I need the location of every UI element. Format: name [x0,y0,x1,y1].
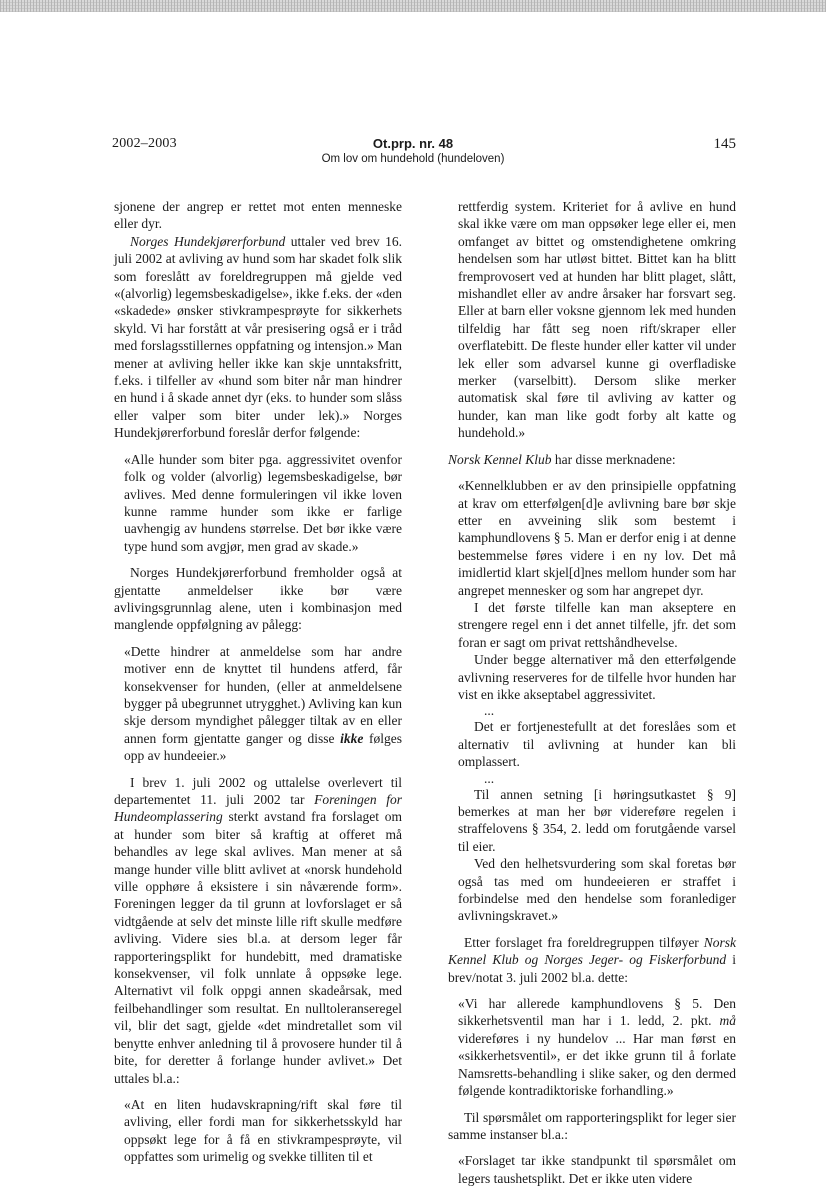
paragraph: Norges Hundekjørerforbund fremholder også at gjentatte anmeldelser ikke bør være avlivingsgrunnlag alene, uten i kombinasjon med manglende oppfølgning av pålegg: [114,565,402,633]
block-quote: «Vi har allerede kamphundlovens § 5. Den sikkerhetsventil man har i 1. ledd, 2. pkt. må videreføres i ny hundelov ... Har man først en «sikkerhetsventil», er det ikke grunn til å forlate Namsretts-behandling i slike saker, og den dermed følgende kontradiktoriske forhandling.» [458,996,736,1099]
paragraph: Etter forslaget fra foreldregruppen tilføyer Norsk Kennel Klub og Norges Jeger- og Fiskerforbund i brev/notat 3. juli 2002 bl.a. dette: [448,934,736,985]
block-quote: «Dette hindrer at anmeldelse som har andre motiver enn de knyttet til hundens atferd, får konsekvenser for hunden, (eller at anmeldelsene bygger på ubegrunnet utrygghet.) Avliving kan kun skje dersom myndighet pålegger tiltak av en eller annen form gjentatte ganger og disse ikke følges opp av hundeeier.» [124,643,403,764]
block-quote: «Forslaget tar ikke standpunkt til spørsmålet om legers taushetsplikt. Det er ikke uten videre [458,1153,736,1186]
block-quote: «At en liten hudavskrapning/rift skal føre til avliving, eller fordi man for sikkerhetsskyld har oppsøkt lege for å få en stivkrampesprøyte, vil oppfattes som urimelig og svekke tilliten til et [124,1096,402,1165]
ellipsis: ... [484,703,495,719]
scan-noise-strip [0,0,826,12]
ellipsis: ... [484,770,495,786]
running-header [0,136,826,165]
page-number: 145 [713,136,736,152]
left-column [114,198,402,1175]
right-column [448,198,736,1196]
paragraph: Til spørsmålet om rapporteringsplikt for leger sier samme instanser bl.a.: [448,1109,736,1142]
block-quote: «Kennelklubben er av den prinsipielle oppfatning at krav om etterfølgen[d]e avlivning bare bør skje etter en avveining slik som bestemt i kamphundlovens § 5. Man er derfor enig i at denne bestemmelse føres videre i en ny lov. Det må imidlertid klart skjel[d]nes mellom hunder som har angrepet mennesker og som har angrepet dyr. I det første tilfelle kan man akseptere en strengere regel enn i det annet tilfelle, jfr. det som foran er sagt om privat rettshåndhevelse. Under begge alternativer må den etterfølgende avlivning reserveres for de tilfelle hvor hunden har vist en ikke akseptabel aggressivitet. ... Det er fortjenestefullt at det foreslåes som et alternativ til avlivning at hunder kan bli omplassert. ... Til annen setning [i høringsutkastet § 9] bemerkes at man her bør videreføre regelen i straffelovens § 354, 2. ledd om forutgående varsel til eier. Ved den helhetsvurdering som skal foretas bør også tas med om hundeeieren er straffet i forbindelse med den hendelse som foranlediger avlivningskravet.» [458,478,736,924]
paragraph: I brev 1. juli 2002 og uttalelse overlevert til departementet 11. juli 2002 tar Foreningen for Hundeomplassering sterkt avstand fra forslaget om at hunder som biter så kraftig at offeret må behandles av lege skal avlives. Man mener at så mange hunder ville blitt avlivet at «norsk hundehold ville opphøre å eksistere i sin nåværende form». Foreningen legger da til grunn at lovforslaget er så vidtgående at selv det minste lille rift skulle medføre avliving. Videre sies bl.a. at dersom leger får rapporteringsplikt for hundebitt, med dramatiske konsekvenser, vil folk unnlate å oppsøke lege. Alternativt vil folk oppgi annen skadeårsak, med feilbehandlinger som resultat. En nulltoleranseregel vil, blir det sagt, gjelde «det mindretallet som vil benytte enhver anledning til å provosere hunder til å bite, for deretter å forlange hunder avlivet.» Det uttales bl.a.: [114,774,402,1086]
block-quote: «Alle hunder som biter pga. aggressivitet ovenfor folk og volder (alvorlig) legemsbeskadigelse, bør avlives. Med denne formuleringen vil ikke loven kunne ramme hunder som ikke er farlige uavhengig av hundens størrelse. Det bør ikke være type hund som avgjør, men grad av skade.» [124,451,402,554]
paragraph: Norsk Kennel Klub har disse merknadene: [448,451,676,467]
paragraph: sjonene der angrep er rettet mot enten menneske eller dyr. [114,199,402,232]
paragraph: Norges Hundekjørerforbund uttaler ved brev 16. juli 2002 at avliving av hund som har skadet folk slik som foreslått av foreldregruppen må gjelde ved «(alvorlig) legemsbeskadigelse», ikke f.eks. der «den «skadede» ønsker stivkrampesprøyte for sikkerhets skyld. Vi har forstått at vår presisering også er i tråd med forslagsstillernes oppfatning og intensjon.» Man mener at avliving heller ikke kan skje unntaksfritt, f.eks. i tilfeller av «hund som biter når man hindrer en hund i å skade annet dyr (eks. to hunder som slåss eller valper som biter under lek).» Norges Hundekjørerforbund foreslår derfor følgende: [114,233,402,441]
organization-name: Norsk Kennel Klub [448,451,552,467]
organization-name: Norges Hundekjørerforbund [130,233,286,249]
document-title: Ot.prp. nr. 48 [372,136,454,151]
block-quote-continued: rettferdig system. Kriteriet for å avlive en hund skal ikke være om man oppsøker lege eller ei, men omfanget av bittet og omstendighetene omkring hendelsen som har utløst bittet. Bittet kan ha blitt fremprovosert ved at hunden har blitt plaget, slått, mishandlet eller av andre årsaker har forsvart seg. Eller at barn eller voksne gjennom lek med hunden tilfeldig har fått seg noen rift/skraper eller overflatebitt. De fleste hunder eller katter vil under lek eller som advarsel kunne gi overfladiske merker (varselbitt). Dersom slike merker automatisk skal føre til avliving av katter og hunder, kan man like godt forby alt katte og hundehold.» [458,199,736,441]
document-subtitle: Om lov om hundehold (hundeloven) [321,153,505,165]
organization-name: Norsk Kennel Klub og Norges Jeger- og Fiskerforbund [448,934,736,968]
session-label: 2002–2003 [112,136,177,151]
organization-name: Foreningen for Hundeomplassering [114,792,402,825]
